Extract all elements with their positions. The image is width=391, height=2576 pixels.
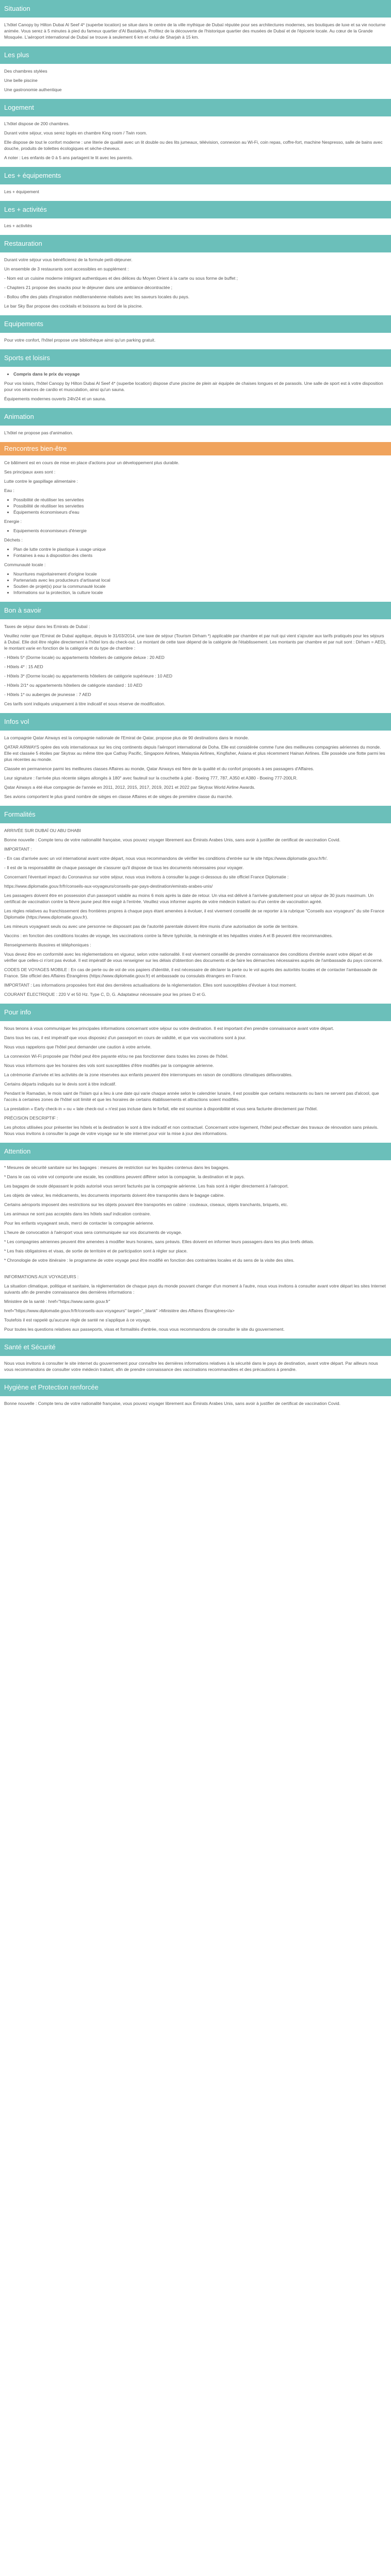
bullet-list	[4, 528, 387, 534]
section-paragraph: Elle dispose de tout le confort moderne : une literie de qualité avec un lit double ou des lits jumeaux, télévision, connexion au Wi-Fi, coin repas, coffre-fort, machine Nespresso, salle de bains avec douche, produits de toilettes écologiques et sèche-cheveux.	[4, 140, 383, 151]
section-body-attention	[0, 1160, 391, 1269]
section-paragraph: Qatar Airways a été élue compagnie de l'année en 2011, 2012, 2015, 2017, 2019, 2021 et 2022 par Skytrax World Airline Awards.	[4, 785, 255, 790]
section-body-sant-et-s-curit	[0, 1356, 391, 1379]
section-paragraph: Vous devez être en conformité avec les réglementations en vigueur, selon votre nationalité. Il est vivement conseillé de prendre connaissance des conditions d'entrée avant votre départ et de vérifier que celles-ci n'ont pas évolué. Il est impératif de vous renseigner sur les délais d'obtention des documents et de faire les démarches nécessaires auprès de l'ambassade du pays concerné.	[4, 952, 383, 963]
section-paragraph: Concernant l'éventuel impact du Coronavirus sur votre séjour, nous vous invitons à consulter la page ci-dessous du site officiel France Diplomatie :	[4, 874, 289, 879]
section-paragraph: La prestation « Early check-in » ou « late check-out » n'est pas incluse dans le forfait, elle est soumise à disponibilité et vous sera facturée directement par l'hôtel.	[4, 1106, 318, 1111]
section-paragraph: Les règles relatives au franchissement des frontières propres à chaque pays étant amenées à évoluer, il est vivement conseillé de se reporter à la rubrique "Conseils aux voyageurs" du site France Diplomatie (https://www.diplomatie.gouv.fr).	[4, 908, 384, 920]
section-line: Une belle piscine	[4, 78, 38, 83]
section-header-sant-et-s-curit: Santé et Sécurité	[0, 1338, 391, 1356]
section-paragraph: * Les compagnies aériennes peuvent être amenées à modifier leurs horaires, sans préavis. Elles doivent en informer leurs passagers dans les plus brefs délais.	[4, 1239, 314, 1244]
section-paragraph: La connexion Wi-Fi proposée par l'hôtel peut être payante et/ou ne pas fonctionner dans toutes les zones de l'hôtel.	[4, 1054, 229, 1059]
section-header-logement: Logement	[0, 99, 391, 116]
section-paragraph: IMPORTANT :	[4, 846, 32, 852]
section-paragraph: - Hôtels 3* (Dorme locale) ou appartements hôteliers de catégorie supérieure : 10 AED	[4, 673, 173, 679]
section-paragraph: La cérémonie d'arrivée et les activités de la zone réservées aux enfants peuvent être interrompues en raison de conditions climatiques défavorables.	[4, 1072, 293, 1077]
section-paragraph: Nous vous informons que les horaires des vols sont susceptibles d'être modifiés par la compagnie aérienne.	[4, 1063, 214, 1068]
section-paragraph: Bonne nouvelle : Compte tenu de votre nationalité française, vous pouvez voyager librement aux Émirats Arabes Unis, sans avoir à justifier de certificat de vaccination Covid.	[4, 1401, 341, 1406]
section-header-rencontres-bien-tre: Rencontres bien-être	[0, 442, 391, 455]
section-paragraph: Communauté locale :	[4, 562, 46, 567]
section-paragraph: Les animaux ne sont pas acceptés dans les hôtels sauf indication contraire.	[4, 1211, 151, 1216]
section-body-restauration	[0, 252, 391, 315]
section-paragraph: Pour les enfants voyageant seuls, merci de contacter la compagnie aérienne.	[4, 1221, 154, 1226]
section-paragraph: Dans tous les cas, il est impératif que vous disposiez d'un passeport en cours de validité, et que vos vaccinations sont à jour.	[4, 1035, 247, 1040]
section-paragraph: Bonne nouvelle : Compte tenu de votre nationalité française, vous pouvez voyager librement aux Émirats Arabes Unis, sans avoir à justifier de certificat de vaccination Covid.	[4, 837, 341, 842]
section-paragraph: - Hôtels 4* : 15 AED	[4, 664, 43, 669]
section-paragraph: CODES DE VOYAGES MOBILE : En cas de perte ou de vol de vos papiers d'identité, il est nécessaire de déclarer la perte ou le vol auprès des autorités locales et de contacter l'ambassade de France. Site officiel des Affaires Étrangères (https://www.diplomatie.gouv.fr) et ambassade ou consulats étrangers en France.	[4, 967, 378, 978]
section-paragraph: Nous tenons à vous communiquer les principales informations concernant votre séjour ou votre destination. Il est important d'en prendre connaissance avant votre départ.	[4, 1026, 334, 1031]
section-header-restauration: Restauration	[0, 235, 391, 252]
bullet-item: • Partenariats avec les producteurs d'artisanat local	[13, 577, 387, 583]
section-paragraph: A noter : Les enfants de 0 à 5 ans partagent le lit avec les parents.	[4, 155, 133, 160]
section-header-sports-et-loisirs: Sports et loisirs	[0, 349, 391, 367]
bullet-item: • Soutien de projet(s) pour la communauté locale	[13, 583, 387, 589]
bullet-item: • Plan de lutte contre le plastique à usage unique	[13, 546, 387, 552]
section-paragraph: https://www.diplomatie.gouv.fr/fr/conseils-aux-voyageurs/conseils-par-pays-destination/emirats-arabes-unis/	[4, 884, 213, 889]
section-paragraph: Ce bâtiment est en cours de mise en place d'actions pour un développement plus durable.	[4, 460, 180, 465]
section-paragraph: Lutte contre le gaspillage alimentaire :	[4, 479, 78, 484]
section-paragraph: href="https://www.diplomatie.gouv.fr/fr/conseils-aux-voyageurs" target="_blank" >Ministère des Affaires Étrangères</a>	[4, 1308, 235, 1313]
section-paragraph: Eau :	[4, 488, 14, 493]
section-paragraph: - Chapters 21 propose des snacks pour le déjeuner dans une ambiance décontractée ;	[4, 285, 173, 290]
bullet-item: • Nourritures majoritairement d'origine locale	[13, 571, 387, 577]
section-header-equipements: Equipements	[0, 315, 391, 333]
section-paragraph: IMPORTANT : Les informations proposées font état des dernières actualisations de la réglementation. Elles sont susceptibles d'évoluer à tout moment.	[4, 982, 297, 988]
section-body-infos-vol	[0, 731, 391, 806]
section-header-formalit-s: Formalités	[0, 806, 391, 823]
section-paragraph: - Hôtels 1* ou auberges de jeunesse : 7 AED	[4, 692, 91, 697]
section-paragraph: Energie :	[4, 519, 22, 524]
section-paragraph: * Dans le cas où votre vol comporte une escale, les conditions peuvent différer selon la compagnie, la destination et le pays.	[4, 1174, 245, 1179]
bullet-item: • Possibilité de réutiliser les serviettes	[13, 503, 387, 509]
section-paragraph: La situation climatique, politique et sanitaire, la réglementation de chaque pays du monde pouvant changer d'un moment à l'autre, nous vous invitons à consulter avant votre départ les sites Internet suivants afin de prendre connaissance des dernières informations :	[4, 1283, 386, 1295]
section-paragraph: * Chronologie de votre itinéraire : le programme de votre voyage peut être modifié en fonction des contraintes locales et du sens de la visite des sites.	[4, 1258, 295, 1263]
section-header-pour-info: Pour info	[0, 1004, 391, 1021]
section-header-les-activit-s: Les + activités	[0, 201, 391, 218]
section-paragraph: L'hôtel ne propose pas d'animation.	[4, 430, 73, 435]
section-paragraph: - Nom est un cuisine moderne intégrant authentiques et des délices du Moyen Orient à la carte ou sous forme de buffet ;	[4, 276, 238, 281]
section-body-formalit-s	[0, 823, 391, 1004]
section-body-les-quipements	[0, 184, 391, 201]
section-paragraph: Classée en permanence parmi les meilleures classes Affaires au monde, Qatar Airways est fière de la qualité et du confort proposés à ses passagers d'Affaires.	[4, 766, 314, 771]
section-paragraph: Un ensemble de 3 restaurants sont accessibles en supplément :	[4, 266, 129, 272]
section-line: Les + équipement	[4, 189, 39, 194]
section-paragraph: Pour toutes les questions relatives aux passeports, visas et formalités d'entrée, nous vous recommandons de consulter le site du gouvernement.	[4, 1327, 285, 1332]
section-paragraph: Pour vos loisirs, l'hôtel Canopy by Hilton Dubai Al Seef 4* (superbe location) dispose d'une piscine de plein air équipée de chaises longues et de parasols. Une salle de sport est à votre disposition pour vos séances de cardio et musculation, ainsi qu'un sauna.	[4, 381, 383, 392]
section-body-animation	[0, 426, 391, 442]
section-paragraph: * Les frais obligatoires et visas, de sortie de territoire et de participation sont à régler sur place.	[4, 1248, 188, 1253]
section-body-logement	[0, 116, 391, 167]
section-line: Les + activités	[4, 223, 32, 228]
section-paragraph: Ses principaux axes sont :	[4, 469, 56, 474]
section-body-hygi-ne-et-protection-renforc-e	[0, 1396, 391, 1413]
section-body-info	[0, 1269, 391, 1338]
bullet-item: • Possibilité de réutiliser les serviettes	[13, 497, 387, 503]
section-header-hygi-ne-et-protection-renforc-e: Hygiène et Protection renforcée	[0, 1379, 391, 1396]
section-paragraph: La compagnie Qatar Airways est la compagnie nationale de l'Emirat de Qatar, propose plus de 90 destinations dans le monde.	[4, 735, 249, 740]
section-paragraph: Les objets de valeur, les médicaments, les documents importants doivent être transportés dans le bagage cabine.	[4, 1193, 225, 1198]
section-header-infos-vol: Infos vol	[0, 713, 391, 731]
section-paragraph: Pour votre confort, l'hôtel propose une bibliothèque ainsi qu'un parking gratuit.	[4, 337, 156, 343]
section-paragraph: Leur signature : l'arrivée plus récente sièges allongés à 180° avec fauteuil sur la couchette à plat - Boeing 777, 787, A350 et A380 - Boeing 777-200LR.	[4, 775, 298, 781]
section-line: Une gastronomie authentique	[4, 87, 62, 92]
section-header-les-quipements: Les + équipements	[0, 167, 391, 184]
section-paragraph: Renseignements illusoires et téléphoniques :	[4, 942, 91, 947]
section-paragraph: L'hôtel Canopy by Hilton Dubai Al Seef 4* (superbe location) se situe dans le centre de la ville mythique de Dubaï réputée pour ses architectures modernes, ses boutiques de luxe et sa vie nocturne animée. Vous serez à 5 minutes à pied du fameux quartier d'Al Bastakiya. Profitez de la découverte de l'historique quartier des musées de Dubaï et de l'épicerie locale. Au cœur de la Grande Mosquée. L'aéroport international de Dubaï se trouve à seulement 6 km et celui de Sharjah à 15 km.	[4, 22, 386, 40]
section-paragraph: L'hôtel dispose de 200 chambres.	[4, 121, 70, 126]
section-paragraph: - Il est de la responsabilité de chaque passager de s'assurer qu'il dispose de tous les documents nécessaires pour voyager.	[4, 865, 244, 870]
section-body-pour-info	[0, 1021, 391, 1143]
section-paragraph: Durant votre séjour vous bénéficierez de la formule petit-déjeuner.	[4, 257, 133, 262]
section-paragraph: Équipements modernes ouverts 24h/24 et un sauna.	[4, 396, 106, 401]
section-paragraph: Ministère de la santé : href="https://www.sante.gouv.fr"	[4, 1299, 110, 1304]
section-paragraph: Certains départs indiqués sur le devis sont à titre indicatif.	[4, 1081, 117, 1087]
section-body-bon-savoir	[0, 619, 391, 713]
section-paragraph: Les bagages de soute dépassant le poids autorisé vous seront facturés par la compagnie aérienne. Les frais sont à régler directement à l'aéroport.	[4, 1183, 289, 1189]
bullet-item: • Équipements économiseurs d'eau	[13, 509, 387, 515]
section-paragraph: - Bollou offre des plats d'inspiration méditerranéenne réalisés avec les saveurs locales du pays.	[4, 294, 190, 299]
section-body-rencontres-bien-tre	[0, 455, 391, 602]
section-paragraph: INFORMATIONS AUX VOYAGEURS :	[4, 1274, 79, 1279]
included-list	[4, 371, 387, 377]
section-paragraph: Durant votre séjour, vous serez logés en chambre King room / Twin room.	[4, 130, 148, 135]
bullet-list	[4, 546, 387, 558]
section-paragraph: Taxes de séjour dans les Emirats de Dubaï :	[4, 624, 90, 629]
section-paragraph: Vaccins : en fonction des conditions locales de voyage, les vaccinations contre la fièvre typhoïde, la méningite et les hépatites virales A et B peuvent être recommandées.	[4, 933, 333, 938]
section-paragraph: PRÉCISION DESCRIPTIF :	[4, 1115, 58, 1121]
section-paragraph: Veuillez noter que l'Emirat de Dubaï applique, depuis le 31/03/2014, une taxe de séjour (Tourism Dirham *) applicable par chambre et par nuit qui vient s'ajouter aux tarifs pratiqués pour les séjours à Dubaï. Elle doit être réglée directement à l'hôtel lors du check-out. Le montant de cette taxe dépend de la catégorie de l'établissement. Les montants par chambre et par nuit sont : Dirham = AED), le montant varie en fonction de la catégorie et du type de chambre :	[4, 633, 387, 651]
section-paragraph: Nous vous invitons à consulter le site internet du gouvernement pour connaître les dernières informations relatives à la sécurité dans le pays de destination, avant votre départ. Par ailleurs nous vous recommandons de consulter votre médecin traitant, afin de prendre connaissance des vaccinations recommandées et des précautions à prendre.	[4, 1361, 378, 1372]
section-paragraph: Le bar Sky Bar propose des cocktails et boissons au bord de la piscine.	[4, 303, 143, 309]
section-paragraph: Les mineurs voyageant seuls ou avec une personne ne disposant pas de l'autorité parentale doivent être munis d'une autorisation de sortie de territoire.	[4, 924, 299, 929]
section-paragraph: Pendant le Ramadan, le mois saint de l'Islam qui a lieu à une date qui varie chaque année selon le calendrier lunaire, il est possible que certains restaurants ou bars ne servent pas d'alcool, que l'accès à certaines zones de l'hôtel soit limité et que les horaires de certains établissements et attractions soient modifiés.	[4, 1091, 379, 1102]
section-paragraph: - Hôtels 5* (Dorme locale) ou appartements hôteliers de catégorie deluxe : 20 AED	[4, 655, 165, 660]
section-header-situation: Situation	[0, 0, 391, 18]
section-paragraph: Les photos utilisées pour présenter les hôtels et la destination le sont à titre indicatif et non contractuel. Concernant votre logement, l'hôtel peut effectuer des travaux de rénovation sans préavis. Nous vous invitons à consulter la page de votre voyage sur le site internet pour voir la mise à jour des informations.	[4, 1125, 379, 1136]
section-paragraph: Nous vous rappelons que l'hôtel peut demander une caution à votre arrivée.	[4, 1044, 152, 1049]
section-paragraph: Ces tarifs sont indiqués uniquement à titre indicatif et sous réserve de modification.	[4, 701, 166, 706]
section-paragraph: ARRIVÉE SUR DUBAÏ OU ABU DHABI	[4, 828, 81, 833]
section-paragraph: - Hôtels 2/1* ou appartements hôteliers de catégorie standard : 10 AED	[4, 683, 142, 688]
section-paragraph: Déchets :	[4, 537, 23, 543]
section-paragraph: COURANT ÉLECTRIQUE : 220 V et 50 Hz. Type C, D, G. Adaptateur nécessaire pour les prises D et G.	[4, 992, 206, 997]
section-body-equipements	[0, 333, 391, 349]
section-paragraph: Ses avions comportent le plus grand nombre de sièges en classe Affaires et de sièges de première classe du marché.	[4, 794, 233, 799]
bullet-item: • Informations sur la protection, la culture locale	[13, 589, 387, 596]
section-body-les-activit-s	[0, 218, 391, 235]
section-paragraph: * Mesures de sécurité sanitaire sur les bagages : mesures de restriction sur les liquides contenus dans les bagages.	[4, 1165, 230, 1170]
section-header-bon-savoir: Bon à savoir	[0, 602, 391, 619]
section-body-sports-et-loisirs	[0, 367, 391, 408]
section-body-les-plus	[0, 64, 391, 99]
section-paragraph: Toutefois il est rappelé qu'aucune règle de santé ne s'applique à ce voyage.	[4, 1317, 151, 1323]
section-line: Des chambres stylées	[4, 69, 47, 74]
section-body-situation	[0, 18, 391, 46]
included-item: • Compris dans le prix du voyage	[13, 371, 387, 377]
bullet-item: • Equipements économiseurs d'énergie	[13, 528, 387, 534]
section-header-attention: Attention	[0, 1143, 391, 1160]
section-paragraph: L'heure de convocation à l'aéroport vous sera communiquée sur vos documents de voyage.	[4, 1230, 182, 1235]
bullet-list	[4, 571, 387, 596]
section-header-animation: Animation	[0, 408, 391, 426]
bullet-item: • Fontaines à eau à disposition des clients	[13, 552, 387, 558]
bullet-list	[4, 497, 387, 515]
section-header-les-plus: Les plus	[0, 46, 391, 64]
section-paragraph: - En cas d'arrivée avec un vol international avant votre départ, nous vous recommandons de vérifier les conditions d'entrée sur le site https://www.diplomatie.gouv.fr/fr/.	[4, 856, 328, 861]
section-paragraph: Les passagers doivent être en possession d'un passeport valable au moins 6 mois après la date de retour. Un visa est délivré à l'arrivée gratuitement pour un séjour de 30 jours maximum. Un certificat de vaccination contre la fièvre jaune peut être exigé à l'entrée. Veuillez vous informer auprès de votre médecin traitant ou d'un centre de vaccination agréé.	[4, 893, 374, 904]
section-paragraph: Certains aéroports imposent des restrictions sur les objets pouvant être transportés en cabine : couteaux, ciseaux, objets tranchants, briquets, etc.	[4, 1202, 288, 1207]
section-paragraph: QATAR AIRWAYS opère des vols internationaux sur les cinq continents depuis l'aéroport international de Doha. Elle est considérée comme l'une des meilleures compagnies aériennes du monde. Elle est classée 5 étoiles par Skytrax au même titre que Cathay Pacific, Singapore Airlines, Malaysia Airlines, Kingfisher, Asiana et plus récemment Hainan Airlines. Elle possède une flotte parmi les plus récentes au monde.	[4, 744, 385, 762]
